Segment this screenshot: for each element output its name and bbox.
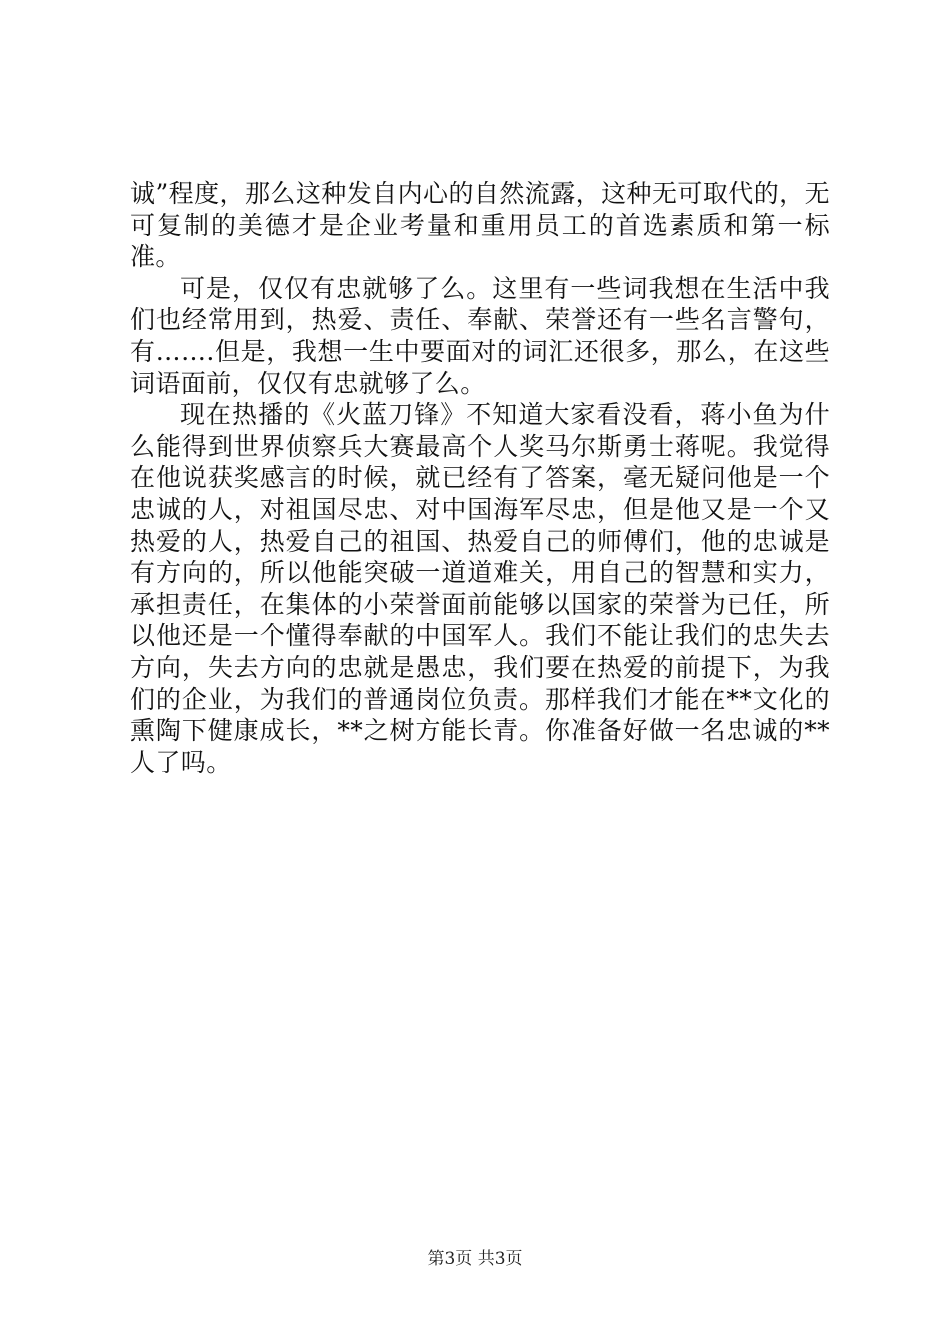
page-number-footer: 第3页 共3页	[427, 1249, 523, 1269]
document-body	[130, 178, 830, 778]
paragraph-continuation: 诚”程度，那么这种发自内心的自然流露，这种无可取代的，无可复制的美德才是企业考量和重用员工的首选素质和第一标准。	[130, 179, 830, 272]
paragraph-example: 现在热播的《火蓝刀锋》不知道大家看没看，蒋小鱼为什么能得到世界侦察兵大赛最高个人奖马尔斯勇士蒋呢。我觉得在他说获奖感言的时候，就已经有了答案，毫无疑问他是一个忠诚的人，对祖国尽忠、对中国海军尽忠，但是他又是一个又热爱的人，热爱自己的祖国、热爱自己的师傅们，他的忠诚是有方向的，所以他能突破一道道难关，用自己的智慧和实力，承担责任，在集体的小荣誉面前能够以国家的荣誉为已任，所以他还是一个懂得奉献的中国军人。我们不能让我们的忠失去方向，失去方向的忠就是愚忠，我们要在热爱的前提下，为我们的企业，为我们的普通岗位负责。那样我们才能在**文化的熏陶下健康成长，**之树方能长青。你准备好做一名忠诚的**人了吗。	[130, 400, 830, 777]
paragraph-question: 可是，仅仅有忠就够了么。这里有一些词我想在生活中我们也经常用到，热爱、责任、奉献、荣誉还有一些名言警句，有…….但是，我想一生中要面对的词汇还很多，那么，在这些词语面前，仅仅有忠就够了么。	[130, 273, 830, 398]
